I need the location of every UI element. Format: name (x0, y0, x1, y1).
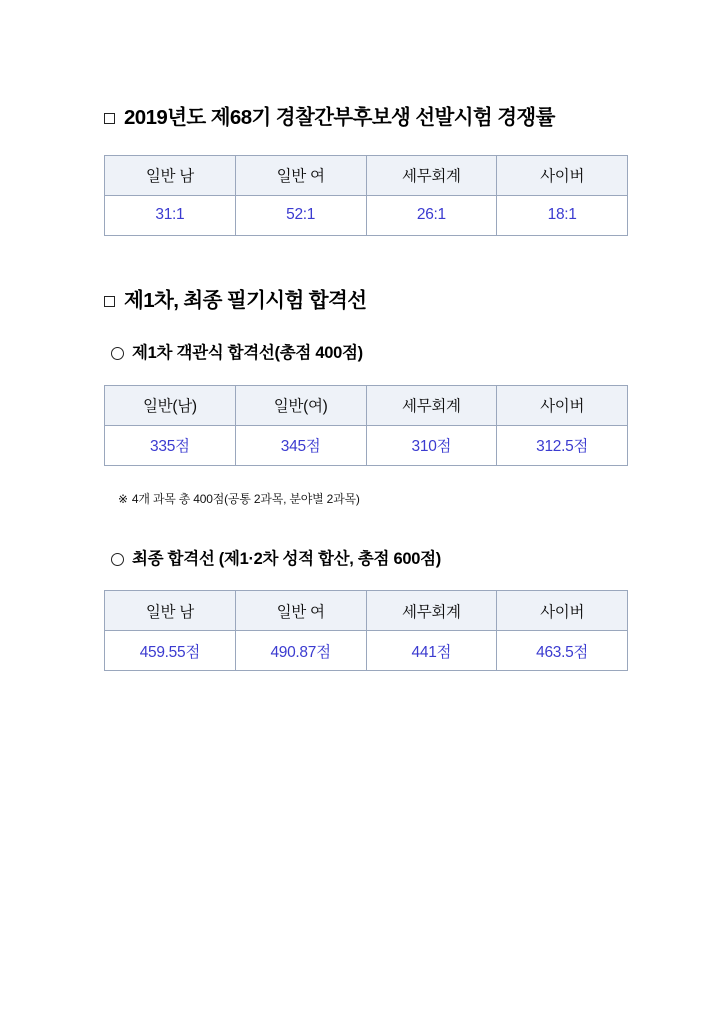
table-cell: 441점 (366, 631, 497, 671)
table-header-row (105, 155, 628, 195)
subheading-text: 최종 합격선 (제1·2차 성적 합산, 총점 600점) (132, 549, 441, 568)
column-header: 일반 여 (235, 155, 366, 195)
table-header-row (105, 385, 628, 425)
table-cell: 310점 (366, 425, 497, 465)
column-header: 세무회계 (366, 385, 497, 425)
subheading-text: 제1차 객관식 합격선(총점 400점) (132, 344, 363, 363)
footnote-text: 4개 과목 총 400점(공통 2과목, 분야별 2과목) (131, 491, 360, 506)
table-row (105, 631, 628, 671)
column-header: 일반(여) (235, 385, 366, 425)
heading-text: 제1차, 최종 필기시험 합격선 (124, 288, 367, 312)
table-cell: 335점 (105, 425, 236, 465)
section-heading-passing-score (104, 288, 628, 314)
column-header: 사이버 (497, 155, 628, 195)
competition-rate-table (104, 155, 628, 236)
column-header: 세무회계 (366, 155, 497, 195)
table-cell: 345점 (235, 425, 366, 465)
section-heading-competition-rate (104, 105, 628, 131)
subsection-heading-final (104, 549, 628, 570)
subsection-heading-first-round (104, 343, 628, 364)
column-header: 일반(남) (105, 385, 236, 425)
circle-bullet-icon (111, 347, 124, 360)
table-cell: 312.5점 (497, 425, 628, 465)
square-bullet-icon (104, 296, 115, 307)
reference-mark-icon: ※ (118, 491, 128, 506)
column-header: 일반 남 (105, 155, 236, 195)
footnote-subjects (104, 490, 628, 507)
table-cell: 31:1 (105, 195, 236, 235)
table-cell: 490.87점 (235, 631, 366, 671)
column-header: 세무회계 (366, 591, 497, 631)
square-bullet-icon (104, 113, 115, 124)
table-cell: 459.55점 (105, 631, 236, 671)
column-header: 사이버 (497, 591, 628, 631)
final-passing-score-table (104, 590, 628, 671)
column-header: 일반 여 (235, 591, 366, 631)
column-header: 사이버 (497, 385, 628, 425)
table-cell: 26:1 (366, 195, 497, 235)
table-cell: 463.5점 (497, 631, 628, 671)
table-header-row (105, 591, 628, 631)
table-row (105, 195, 628, 235)
first-round-passing-score-table (104, 385, 628, 466)
table-row (105, 425, 628, 465)
heading-text: 2019년도 제68기 경찰간부후보생 선발시험 경쟁률 (124, 106, 555, 129)
table-cell: 52:1 (235, 195, 366, 235)
column-header: 일반 남 (105, 591, 236, 631)
table-cell: 18:1 (497, 195, 628, 235)
document-content (104, 105, 628, 671)
circle-bullet-icon (111, 553, 124, 566)
